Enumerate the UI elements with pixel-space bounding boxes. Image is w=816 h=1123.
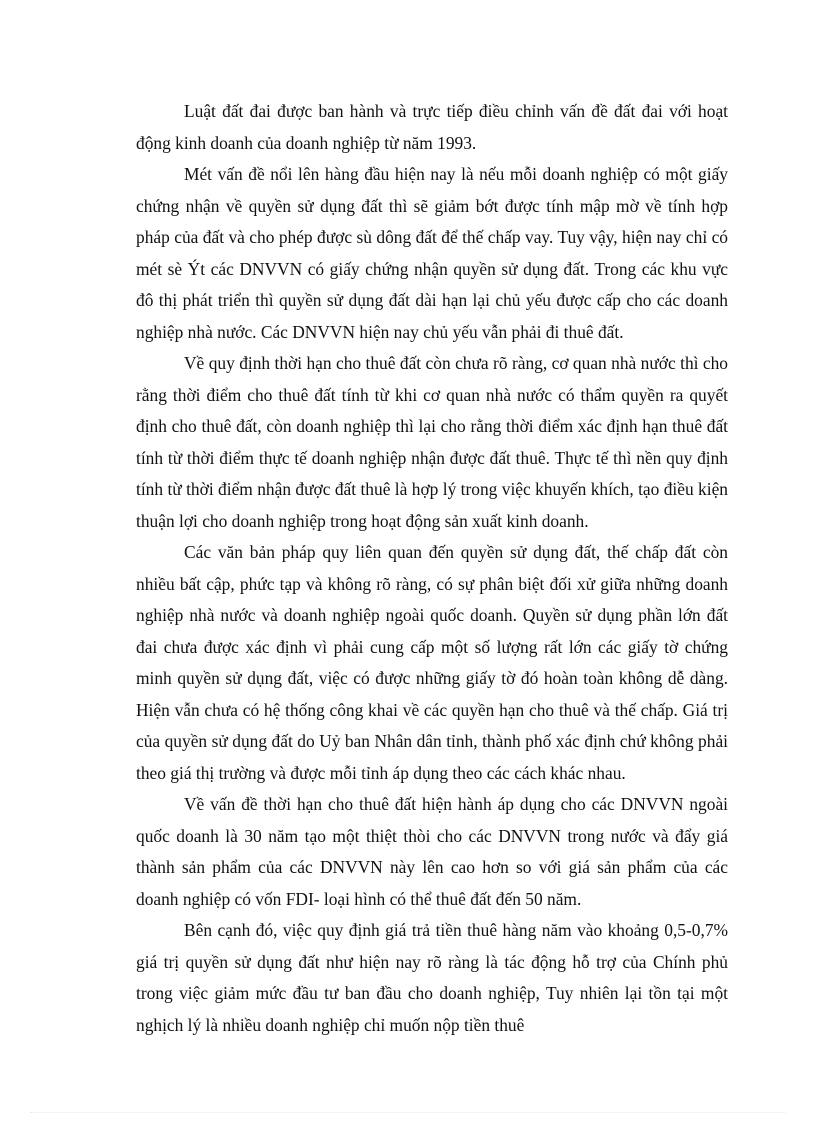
paragraph-3: Về quy định thời hạn cho thuê đất còn chưa rõ ràng, cơ quan nhà nước thì cho rằng thời điểm cho thuê đất tính từ khi cơ quan nhà nước có thẩm quyền ra quyết định cho thuê đất, còn doanh nghiệp thì lại cho rằng thời điểm xác định hạn thuê đất tính từ thời điểm thực tế doanh nghiệp nhận được đất thuê. Thực tế thì nền quy định tính từ thời điểm nhận được đất thuê là hợp lý trong việc khuyến khích, tạo điều kiện thuận lợi cho doanh nghiệp trong hoạt động sản xuất kinh doanh. — [136, 353, 728, 531]
paragraph-2: Mét vấn đề nổi lên hàng đầu hiện nay là nếu mỗi doanh nghiệp có một giấy chứng nhận về quyền sử dụng đất thì sẽ giảm bớt được tính mập mờ về tính hợp pháp của đất và cho phép được sù dông đất để thế chấp vay. Tuy vậy, hiện nay chỉ có mét sè Ýt các DNVVN có giấy chứng nhận quyền sử dụng đất. Trong các khu vực đô thị phát triển thì quyền sử dụng đất dài hạn lại chủ yếu được cấp cho các doanh nghiệp nhà nước. Các DNVVN hiện nay chủ yếu vẫn phải đi thuê đất. — [136, 164, 728, 342]
paragraph-5: Về vấn đề thời hạn cho thuê đất hiện hành áp dụng cho các DNVVN ngoài quốc doanh là 30 năm tạo một thiệt thòi cho các DNVVN trong nước và đẩy giá thành sản phẩm của các DNVVN này lên cao hơn so với giá sản phẩm của các doanh nghiệp có vốn FDI- loại hình có thể thuê đất đến 50 năm. — [136, 794, 728, 909]
paragraph-6: Bên cạnh đó, việc quy định giá trả tiền thuê hàng năm vào khoảng 0,5-0,7% giá trị quyền sử dụng đất như hiện nay rõ ràng là tác động hỗ trợ của Chính phủ trong việc giảm mức đầu tư ban đầu cho doanh nghiệp, Tuy nhiên lại tồn tại một nghịch lý là nhiều doanh nghiệp chỉ muốn nộp tiền thuê — [136, 920, 728, 1035]
page-bottom-divider — [30, 1112, 786, 1113]
paragraph-1: Luật đất đai được ban hành và trực tiếp điều chỉnh vấn đề đất đai với hoạt động kinh doanh của doanh nghiệp từ năm 1993. — [136, 101, 728, 153]
paragraph-4: Các văn bản pháp quy liên quan đến quyền sử dụng đất, thế chấp đất còn nhiều bất cập, phức tạp và không rõ ràng, có sự phân biệt đối xử giữa những doanh nghiệp nhà nước và doanh nghiệp ngoài quốc doanh. Quyền sử dụng phần lớn đất đai chưa được xác định vì phải cung cấp một số lượng rất lớn các giấy tờ chứng minh quyền sử dụng đất, việc có được những giấy tờ đó hoàn toàn không dễ dàng. Hiện vẫn chưa có hệ thống công khai về các quyền hạn cho thuê và thế chấp. Giá trị của quyền sử dụng đất do Uỷ ban Nhân dân tỉnh, thành phố xác định chứ không phải theo giá thị trường và được mỗi tỉnh áp dụng theo các cách khác nhau. — [136, 542, 728, 783]
document-body — [136, 96, 728, 1041]
